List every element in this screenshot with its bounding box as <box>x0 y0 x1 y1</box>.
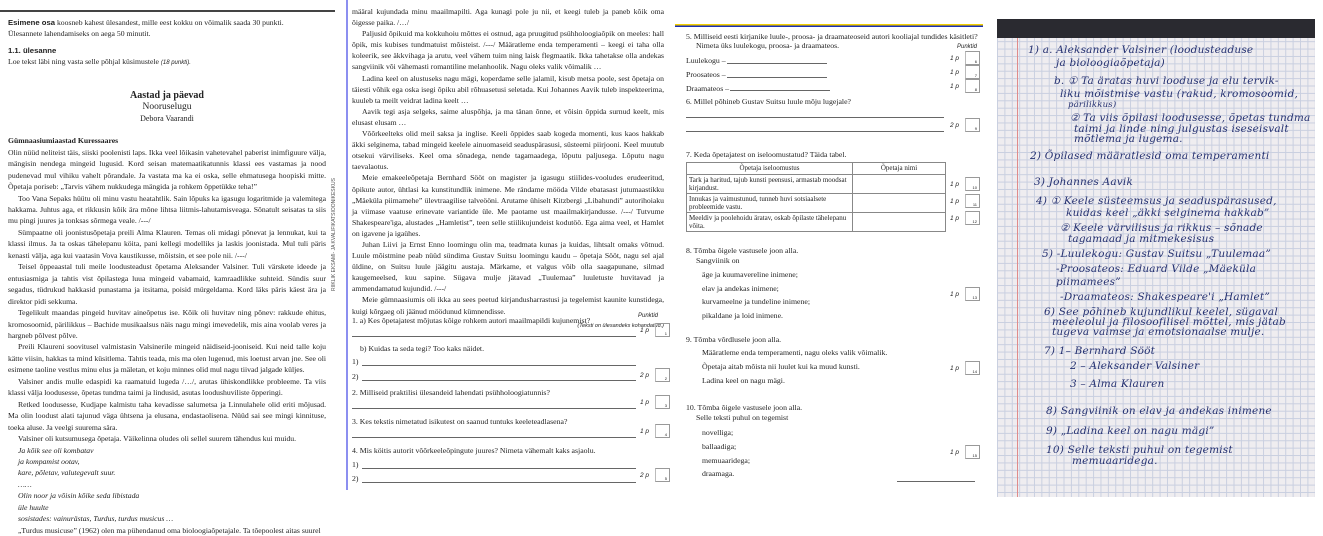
answer-line-text: piimamees” <box>1056 276 1121 288</box>
question-8: 8. Tõmba õigele vastusele joon alla. <box>686 246 799 255</box>
poem-line: sosistades: vainurästas, Turdus, turdus musicus … <box>18 514 174 524</box>
answer-line-text: 10) Selle teksti puhul on tegemist <box>1046 444 1233 456</box>
answer-line[interactable] <box>727 63 827 64</box>
score-label: 2 p <box>640 372 650 379</box>
option[interactable]: pikaldane ja loid inimene. <box>702 311 783 320</box>
score-number: 8 <box>974 87 977 92</box>
paragraph: „Turdus musicuse” (1962) olen ma pühendanud oma bioloogiaõpetajale. Ta tõepoolest aitas suurel <box>18 525 321 535</box>
paragraph: Sümpaatne oli joonistusõpetaja preili Alma Klauren. Temas oli midagi põnevat ja lennukat, kui ta klassi ilmus. Ja ta oskas tähelepanu köita, pani kellegi modelliks ja laskis joonistada. Mul tuli päris kenasti välja, aga kui vaatasin Vova kaustikusse, mõistsin, et see pole nii. /---/ <box>8 227 326 260</box>
paragraph: Preili Klaureni soovitusel valmistasin Valsinerile mingeid näidiseid-jooniseid. Kui neid talle koju kätte viisin, hakkas ta mind küsitlema. Tahtis teada, mis ma olen lugenud, mis loetust arvan jne. See oli esimene taoline vestlus minu elus ja mäletan, et koju minnes olid mul nagu tiivad jalgade küljes. <box>8 342 326 375</box>
teacher-table <box>686 162 946 232</box>
intro-time: Ülesannete lahendamiseks on aega 50 minutit. <box>8 29 151 39</box>
option[interactable]: kurvameelne ja tundeline inimene; <box>702 297 811 306</box>
score-box[interactable] <box>950 445 986 459</box>
story-title: Aastad ja päevad <box>130 89 204 101</box>
option[interactable]: Ladina keel on nagu mägi. <box>702 376 785 385</box>
exam-page-text-part2 <box>350 0 670 503</box>
answer-line-text: ② Ta viis õpilasi loodusesse, õpetas tundma <box>1070 112 1311 124</box>
score-number: 11 <box>972 202 977 207</box>
answer-cell[interactable] <box>853 194 946 213</box>
question-8-sub: Sangviinik on <box>696 256 740 265</box>
score-box[interactable] <box>950 194 986 208</box>
story-subtitle: Nooruselugu <box>142 101 192 112</box>
answer-number: 1) <box>352 460 359 469</box>
task-title: 1.1. ülesanne <box>8 45 57 55</box>
answer-line-text: 8) Sangviinik on elav ja andekas inimene <box>1046 405 1272 417</box>
answer-line-text: ② Keele värvilisus ja rikkus – sõnade <box>1060 222 1263 234</box>
question-9: 9. Tõmba võrdlusele joon alla. <box>686 335 782 344</box>
side-label: RIIKLIK EKSAMI- JA KVALIFIKATSIOONIKESKUS <box>331 178 337 292</box>
score-box[interactable] <box>950 287 986 301</box>
answer-line-text: pärilikkus) <box>1068 100 1117 110</box>
total-line <box>897 481 975 482</box>
score-number: 10 <box>972 185 977 190</box>
question-6: 6. Millel põhineb Gustav Suitsu luule mõju lugejale? <box>686 97 852 106</box>
task-desc <box>8 56 326 69</box>
score-number: 5 <box>664 476 667 481</box>
answer-line-text: meeleolul ja filosoofilisel mõttel, mis jätab <box>1052 316 1286 328</box>
exam-page-questions <box>670 0 990 503</box>
score-box[interactable] <box>950 51 986 65</box>
score-label: 1 p <box>950 291 960 298</box>
score-label: 1 p <box>950 449 960 456</box>
answer-line-text: 3) Johannes Aavik <box>1034 176 1134 188</box>
score-label: 2 p <box>950 122 960 129</box>
exam-page-text-part1 <box>0 0 337 535</box>
table-cell: Innukas ja vaimustunud, tunneb huvi sotsiaalsete probleemide vastu. <box>687 194 853 213</box>
score-label: 1 p <box>950 55 960 62</box>
poem-line: üle huulte <box>18 502 49 512</box>
label-draamateos: Draamateos – <box>686 84 730 93</box>
paragraph: Võõrkeelteks olid meil saksa ja inglise. Keeli õppides saab kogeda momenti, kus kaos hakkab äkki selginema, tabad mingeid keelele ainuomaseid seaduspärasusi, süsteemi piirjooni. Keel muutub otsekui värviliseks. Keel oma sõnadega, nende tagamaadega, lõputu paljusega. Lõputu nagu taevalaotus. <box>352 129 664 172</box>
paragraph: Retked loodusesse, Kudjape kalmistu taha kevadisse salumetsa ja Linnulahele olid eriti mõjusad. Ma olin loodust alati tajunud väga ühtsena ja elusana, endastaolisena. Nüüd sai see mingi kinnituse, toeka aluse. Ja veelgi suurema sära. <box>8 399 326 432</box>
answer-line[interactable] <box>352 336 636 337</box>
score-box[interactable] <box>950 177 986 191</box>
photo-background <box>997 19 1315 38</box>
question-5-sub: Nimeta üks luulekogu, proosa- ja draamateos. <box>696 41 840 50</box>
answer-line-text: liku mõistmise vastu (rakud, kromosoomid, <box>1060 88 1299 100</box>
poem-line: Ja kõik see oli kombatav <box>18 445 94 455</box>
question-1b: b) Kuidas ta seda tegi? Too kaks näidet. <box>360 344 485 353</box>
answer-line-text: -Draamateos: Shakespeare'i „Hamlet” <box>1060 291 1270 303</box>
answer-line[interactable] <box>686 131 944 132</box>
score-label: 1 p <box>950 69 960 76</box>
score-number: 7 <box>974 73 977 78</box>
answer-line[interactable] <box>727 77 827 78</box>
poem-line: Olin noor ja võisin kõike seda libistada <box>18 491 140 501</box>
answer-line-text: 3 – Alma Klauren <box>1070 378 1165 390</box>
score-number: 3 <box>664 403 667 408</box>
answer-line-text: 4) ① Keele süsteemsus ja seaduspärasused, <box>1036 195 1277 207</box>
option[interactable]: äge ja kuumavereline inimene; <box>702 270 798 279</box>
answer-line-text: mõtlema ja lugema. <box>1074 133 1183 145</box>
paragraph: Aavik tegi asja selgeks, saime aluspõhja, ja ma tänan õnne, et võisin õppida surnud keelt, mis elusast elusam … <box>352 106 664 127</box>
poem-line: …… <box>18 479 32 489</box>
task-desc-text: Loe tekst läbi ning vasta selle põhjal küsimustele <box>8 57 161 67</box>
answer-line[interactable] <box>362 380 636 381</box>
question-1a: 1. a) Kes õpetajatest mõjutas kõige rohkem autori maailmapildi kujunemist? <box>352 316 591 325</box>
paragraph: Valsiner andis mulle edaspidi ka raamatuid lugeda /…/, arutas ühiskondlikke probleeme. Ta viis klassi välja loodusesse, õpetas tundma taimi ja lindusid, asutas loodushuviliste õpperingi. <box>8 376 326 398</box>
answer-line-text: 5) -Luulekogu: Gustav Suitsu „Tuulemaa” <box>1042 248 1271 260</box>
score-number: 14 <box>972 369 977 374</box>
question-2: 2. Milliseid praktilisi ülesandeid lahendati psühholoogiatunnis? <box>352 388 550 397</box>
answer-line-text: 6) See põhineb kujundlikul keelel, sügaval <box>1044 306 1278 318</box>
option[interactable]: ballaadiga; <box>702 442 737 451</box>
score-number: 2 <box>664 376 667 381</box>
answer-line-text: 7) 1– Bernhard Sööt <box>1044 345 1156 357</box>
answer-number: 2) <box>352 474 359 483</box>
answer-number: 1) <box>352 357 359 366</box>
answer-line-text: 9) „Ladina keel on nagu mägi” <box>1046 425 1215 437</box>
page-margin-rule <box>346 0 348 490</box>
option[interactable]: draamaga. <box>702 469 735 478</box>
label-proosateos: Proosateos – <box>686 70 726 79</box>
option[interactable]: Õpetaja aitab mõista nii luulet kui ka muud kunsti. <box>702 362 860 371</box>
answer-line-text: -Proosateos: Eduard Vilde „Mäeküla <box>1056 263 1257 275</box>
paragraph: Teisel õppeaastal tuli meile loodusteadust õpetama Aleksander Valsiner. Tuli värskete ideede ja entusiasmiga ja tahtis vist õpilastega luua mingeid vabamaid, kamraadlikke suhteid. Sündis suur segadus, tüdrukud hakkasid punastama ja itsitama, poisid mürgeldama. Kord läks päris käest ära ja direktor pidi sekkuma. <box>8 262 326 306</box>
score-number: 15 <box>972 453 977 458</box>
answer-line-text: b. ① Ta äratas huvi looduse ja elu tervik- <box>1054 75 1279 87</box>
answer-line-text: memuaaridega. <box>1072 455 1158 467</box>
score-label: 1 p <box>640 327 650 334</box>
question-3: 3. Kes tekstis nimetatud isikutest on saanud tuntuks keeleteadlasena? <box>352 417 568 426</box>
paragraph: Paljusid õpikuid ma kokkuhoiu mõttes ei ostnud, aga pruugitud psühholoogiaõpik on meeles: hall õpik, mis kubises tundmatuist mõisteist. /---/ Määratleme enda temperamenti – keegi ei taha olla koleerik, see äkkvihaga ja arutu, veel vähem tuim ning laisk flegmaatik. Ikka tahetakse olla andekas sangviinik või vähemasti romantiline melanhoolik. Nagu oleks valik võimalik … <box>352 29 664 72</box>
answer-line[interactable] <box>362 365 636 366</box>
section-heading: Gümnaasiumiaastad Kuressaares <box>8 136 119 146</box>
answer-line-text: 2 – Aleksander Valsiner <box>1070 360 1200 372</box>
score-number: 1 <box>664 331 667 336</box>
answer-line[interactable] <box>352 437 636 438</box>
answer-line[interactable] <box>362 482 636 483</box>
handwritten-answers-photo <box>990 0 1323 503</box>
points-header: Punktid <box>638 313 659 319</box>
answer-line-text: ja bioloogiaõpetaja) <box>1056 57 1165 69</box>
score-box[interactable] <box>950 79 986 93</box>
answer-line[interactable] <box>730 90 830 91</box>
score-number: 13 <box>972 295 977 300</box>
answer-cell[interactable] <box>853 213 946 232</box>
intro-text: koosneb kahest ülesandest, mille eest kokku on võimalik saada 30 punkti. <box>55 18 284 27</box>
answer-line[interactable] <box>352 408 636 409</box>
poem-line: kare, põletav, valutegevalt suur. <box>18 468 116 478</box>
score-label: 1 p <box>950 198 960 205</box>
question-4: 4. Mis köitis autorit võõrkeeleõpingute juures? Nimeta vähemalt kaks asjaolu. <box>352 446 596 455</box>
score-number: 12 <box>972 219 977 224</box>
score-label: 1 p <box>950 83 960 90</box>
score-label: 1 p <box>640 399 650 406</box>
answer-line-text: tagamaad ja mitmekesisus <box>1068 233 1215 245</box>
header-rule <box>0 10 335 12</box>
option[interactable]: memuaaridega; <box>702 456 751 465</box>
score-number: 6 <box>974 59 977 64</box>
table-cell: Meeldiv ja poolehoidu äratav, oskab õpilaste tähelepanu võita. <box>687 213 853 232</box>
answer-line-text: tugeva vaimse ja emotsionaalse mulje. <box>1052 326 1265 338</box>
question-7: 7. Keda õpetajatest on iseloomustatud? Täida tabel. <box>686 150 847 159</box>
answer-cell[interactable] <box>853 175 946 194</box>
answer-number: 2) <box>352 372 359 381</box>
table-header: Õpetaja iseloomustus <box>687 163 853 175</box>
question-5: 5. Milliseid eesti kirjanike luule-, proosa- ja draamateoseid autori kooliajal tundides käsitleti? <box>686 32 978 41</box>
question-10: 10. Tõmba õigele vastusele joon alla. <box>686 403 803 412</box>
score-box[interactable] <box>950 118 986 132</box>
option[interactable]: novelliga; <box>702 428 734 437</box>
intro-bold: Esimene osa <box>8 18 56 27</box>
score-box[interactable] <box>950 361 986 375</box>
paragraph: Too Vana Sepaks hüütu oli minu vastu heatahtlik. Sain lõpuks ka igasugu logaritmide ja valemitega hakkama. Juhtus aga, et rikkusin kõik ära mõne lihtsa liitmis-lahutamisveaga. Sõnatult seisatas ta siis mu pingi juures ja tonksas sõrmega veale. /---/ <box>8 193 326 226</box>
source-note: (Teksti on ülesandeks kohandatud.) <box>577 322 664 329</box>
paragraph: Meie emakeeleõpetaja Bernhard Sööt on magister ja igasugu stiilides-vooludes erudeeritud, õpikute autor, ühtlasi ka kunstitundlik inimene. Me rändame mööda Vilde ebatasast jutumaastikku „Mäeküla piimamehe” ülevtraagilise talveööni. Arutame ühiselt Kitzbergi „Libahundi” autorihoiaku ja viimase vaatuse erinevate variantide üle. Me paotame ust maailmakirjandusse. /---/ Tutvume Shakespeare'iga, alustades „Hamletist”, teen selle stiilikujundeist kodutöö. Ega aima veel, et Hamlet on igavene ja igaühes. <box>352 173 664 238</box>
label-luulekogu: Luulekogu – <box>686 56 726 65</box>
answer-line[interactable] <box>686 117 944 118</box>
paragraph: Olin nüüd neliteist täis, siiski poolenisti laps. Ikka veel lõikasin vahetevahel paberist inimfiguure välja, mängisin nendega mingeid lugusid. Kord seisan matemaatikatunnis klassi ees vastamas ja nood pudenevad mul vihiku vahelt põrandale. Ja vastata ma ka ei oska, selle ehmatusega hoopiski mitte. Õpetaja poriseb: „Tarvis vähem nukkudega mängida ja rohkem õppetükke teha!” <box>8 147 326 192</box>
paragraph: Valsiner oli kutsumusega õpetaja. Väikelinna oludes oli sellel suurem tähendus kui muidu. <box>18 434 297 444</box>
answer-line-text: taimi ja linde ning julgustas iseseisvalt <box>1074 123 1289 135</box>
table-row <box>687 194 946 213</box>
paragraph: Meie gümnaasiumis oli ikka au sees peetud kirjandusharrastusi ja tegelemist kaunite kunstidega, kuigi kõrgaeg oli jäänud möödunud kümnendisse. <box>352 295 664 316</box>
points-header: Punktid <box>957 44 978 50</box>
option[interactable]: Määratleme enda temperamenti, nagu oleks valik võimalik. <box>702 348 888 357</box>
score-number: 9 <box>974 126 977 131</box>
intro <box>8 17 326 28</box>
score-number: 4 <box>664 432 667 437</box>
paragraph: Tegelikult maandas pingeid huvitav aineõpetus ise. Kõik oli huvitav ning põnev: rakkude ehitus, kromosoomid, pärilikkus – Bachide musikaalsus näis nagu mingi imevedelik, mis aina voolab veres ja hargneb põlvest põlve. <box>8 308 326 340</box>
table-row <box>687 213 946 232</box>
score-label: 1 p <box>950 365 960 372</box>
option[interactable]: elav ja andekas inimene; <box>702 284 779 293</box>
table-header: Õpetaja nimi <box>853 163 946 175</box>
paragraph: määral kujundada minu maailmapilti. Aga kunagi pole ju nii, et keegi tuleb ja paneb kõik oma õigesse paika. /…/ <box>352 7 664 28</box>
task-points: (18 punkti). <box>160 60 191 67</box>
paragraph: Ladina keel on alustuseks nagu mägi, koperdame selle jalamil, kisub metsa poole, sest õpetaja on täiesti võhik ega oska isegi õpiku abil rõhuasetusi seletada. Kui Johannes Aavik tuleb inspekteerima, kuuleb ta meilt veidrat ladina keelt … <box>352 73 664 105</box>
poem-line: ja kompamist ootav, <box>18 456 80 466</box>
score-label: 1 p <box>950 181 960 188</box>
question-10-sub: Selle teksti puhul on tegemist <box>696 413 789 422</box>
answer-line-text: 1) a. Aleksander Valsiner (loodusteaduse <box>1028 44 1254 56</box>
table-row <box>687 175 946 194</box>
answer-line-text: kuidas keel „äkki selginema hakkab” <box>1066 207 1270 219</box>
answer-line[interactable] <box>362 468 636 469</box>
header-rule <box>675 24 983 27</box>
score-box[interactable] <box>950 211 986 225</box>
table-cell: Tark ja haritud, tajub kunsti peensusi, armastab moodsat kirjandust. <box>687 175 853 194</box>
score-label: 1 p <box>640 428 650 435</box>
story-author: Debora Vaarandi <box>140 113 194 123</box>
answer-line-text: 2) Õpilased määratlesid oma temperamenti <box>1030 150 1270 162</box>
paragraph: Juhan Liivi ja Ernst Enno loomingu olin ma, teadmata kunas ja kuidas, lihtsalt omaks võtnud. Luule mõistmine peab nüüd sündima Gustav Suitsu loomingu kaudu – õpetaja Sööt, nagu sel ajal üldine, on Suitsu luule jäägitu austaja. Märkame, et valgus võib olla saagapunane, silmad kaugemeelsed, kuu sapine. Sügava mulje jätavad „Tuulemaa” luuletuste huvitavad ja ammendamatud kujundid. /---/ <box>352 239 664 294</box>
score-box[interactable] <box>950 65 986 79</box>
margin-line <box>1017 38 1018 497</box>
score-label: 2 p <box>640 472 650 479</box>
score-label: 1 p <box>950 215 960 222</box>
